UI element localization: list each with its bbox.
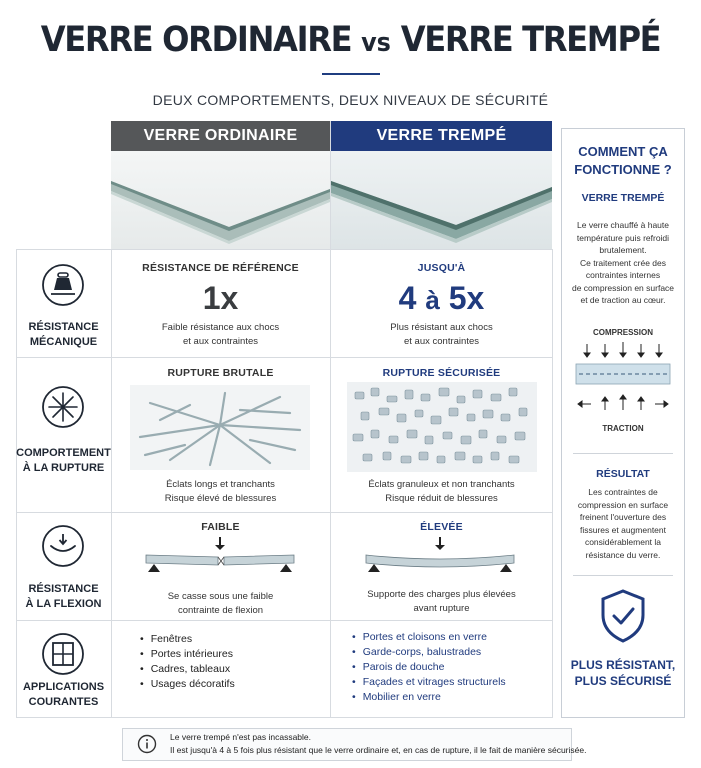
row-label-flexion [16, 582, 111, 612]
cell-text-line: avant rupture [413, 603, 470, 614]
sidebar-text-line: freinent l'ouverture des [579, 512, 667, 522]
row-label-line: MÉCANIQUE [29, 336, 98, 348]
row-label-mechanical [16, 320, 111, 350]
sidebar-text-line: température puis refroidi [576, 232, 670, 243]
title-left: VERRE ORDINAIRE [40, 20, 352, 60]
tempered-bend-diagram [360, 535, 520, 575]
cell-text-line: et aux contraintes [183, 336, 258, 347]
ordinary-mechanical-value: 1x [202, 280, 239, 316]
cell-text-line: Éclats granuleux et non tranchants [368, 479, 515, 490]
sidebar-divider [573, 453, 673, 454]
sidebar-text-line: brutalement. [599, 245, 647, 255]
note-line-1: Le verre trempé n'est pas incassable. [170, 732, 312, 742]
cell-text-line: Se casse sous une faible [167, 591, 274, 602]
row-label-line: COURANTES [28, 696, 99, 708]
sidebar-text-line: considérablement la [584, 537, 662, 547]
result-title: RÉSULTAT [596, 468, 650, 480]
list-item: • Mobilier en verre [352, 690, 506, 705]
ordinary-flexion-text [111, 590, 330, 618]
row-label-line: RÉSISTANCE [28, 583, 99, 595]
tempered-granules-image [347, 382, 537, 472]
row-label-rupture [16, 446, 111, 476]
ordinary-flexion-heading: FAIBLE [201, 521, 240, 533]
shatter-icon [41, 385, 85, 429]
row-divider-2 [16, 512, 553, 513]
ordinary-rupture-heading: RUPTURE BRUTALE [167, 367, 274, 379]
row-divider-1 [16, 357, 553, 358]
window-icon [41, 632, 85, 676]
value-part: 4 [398, 280, 417, 316]
row-label-line: COMPORTEMENT [16, 447, 111, 459]
note-line-2: Il est jusqu'à 4 à 5 fois plus résistant que le verre ordinaire et, en cas de rupture, il le fait de manière sécurisée. [170, 745, 587, 755]
list-item: • Usages décoratifs [140, 677, 235, 692]
ordinary-bend-diagram [140, 535, 300, 575]
tempered-flexion-text [331, 588, 552, 616]
sidebar-text-line: Les contraintes de [588, 487, 658, 497]
tempered-rupture-heading: RUPTURE SÉCURISÉE [382, 367, 501, 379]
row-label-line: À LA RUPTURE [22, 462, 105, 474]
list-item: • Parois de douche [352, 660, 506, 675]
sidebar-text-line: et de traction au cœur. [580, 295, 666, 305]
sidebar-text-line: contraintes internes [585, 270, 661, 280]
list-item: • Fenêtres [140, 632, 235, 647]
sidebar-conclusion-line: PLUS SÉCURISÉ [574, 674, 672, 688]
sidebar-conclusion [561, 657, 685, 689]
list-item: • Façades et vitrages structurels [352, 675, 506, 690]
ordinary-rupture-text [111, 478, 330, 506]
tempered-rupture-text [331, 478, 552, 506]
title-vs: vs [361, 28, 391, 58]
sidebar-explanation [566, 219, 680, 307]
column-divider-top [330, 121, 331, 249]
value-part: à [425, 285, 440, 315]
title-right: VERRE TREMPÉ [400, 20, 661, 60]
shield-check-icon [598, 588, 648, 644]
sidebar-title-line: COMMENT ÇA [578, 144, 668, 159]
cell-text-line: Supporte des charges plus élevées [367, 589, 516, 600]
sidebar-text-line: Le verre chauffé à haute [577, 220, 669, 230]
value-part: 5x [448, 280, 485, 316]
sidebar-text-line: de compression en surface [571, 282, 675, 293]
compression-label: COMPRESSION [592, 328, 653, 337]
row-label-line: À LA FLEXION [25, 598, 102, 610]
stress-diagram [575, 342, 671, 412]
cell-text-line: Risque réduit de blessures [385, 493, 498, 504]
sidebar-text-line: Ce traitement crée des [580, 257, 666, 268]
cell-text-line: Plus résistant aux chocs [390, 322, 493, 333]
page-title [28, 20, 673, 60]
sidebar-text-line: résistance du verre. [585, 549, 661, 560]
traction-label: TRACTION [602, 424, 644, 433]
ordinary-applications-list [140, 632, 235, 692]
info-icon [137, 734, 157, 754]
ordinary-mechanical-heading: RÉSISTANCE DE RÉFÉRENCE [142, 262, 299, 274]
weight-icon [41, 263, 85, 307]
sidebar-divider [573, 575, 673, 576]
sidebar-subtitle: VERRE TREMPÉ [581, 192, 665, 204]
cell-text-line: Faible résistance aux chocs [161, 322, 280, 333]
tempered-mechanical-text [331, 321, 552, 349]
sidebar-conclusion-line: PLUS RÉSISTANT, [570, 658, 676, 672]
row-label-line: RÉSISTANCE [28, 321, 99, 333]
row-label-line: APPLICATIONS [22, 681, 105, 693]
ordinary-mechanical-text [111, 321, 330, 349]
result-text [566, 486, 680, 561]
title-divider [322, 73, 380, 75]
list-item: • Portes intérieures [140, 647, 235, 662]
sidebar-title [561, 143, 685, 179]
sidebar-text-line: compression en surface [577, 499, 669, 510]
tempered-applications-list [352, 630, 506, 705]
list-item: • Garde-corps, balustrades [352, 645, 506, 660]
sidebar-title-line: FONCTIONNE ? [574, 162, 672, 177]
cell-text-line: Éclats longs et tranchants [166, 479, 275, 490]
tempered-mechanical-value [331, 280, 552, 317]
tempered-glass-image [331, 151, 552, 249]
ordinary-glass-image [111, 151, 330, 249]
list-item: • Portes et cloisons en verre [352, 630, 506, 645]
tempered-mechanical-heading: JUSQU'À [417, 262, 466, 274]
column-header-ordinary: VERRE ORDINAIRE [111, 121, 330, 151]
cell-text-line: et aux contraintes [404, 336, 479, 347]
bend-icon [41, 524, 85, 568]
list-item: • Cadres, tableaux [140, 662, 235, 677]
row-label-applications [16, 680, 111, 710]
tempered-flexion-heading: ÉLEVÉE [420, 521, 463, 533]
cell-text-line: Risque élevé de blessures [164, 493, 277, 504]
column-header-tempered: VERRE TREMPÉ [331, 121, 552, 151]
cell-text-line: contrainte de flexion [177, 605, 264, 616]
row-divider-3 [16, 620, 553, 621]
ordinary-shards-image [130, 385, 310, 470]
page-subtitle: DEUX COMPORTEMENTS, DEUX NIVEAUX DE SÉCURITÉ [152, 92, 549, 108]
sidebar-text-line: fissures et augmentent [580, 524, 666, 535]
